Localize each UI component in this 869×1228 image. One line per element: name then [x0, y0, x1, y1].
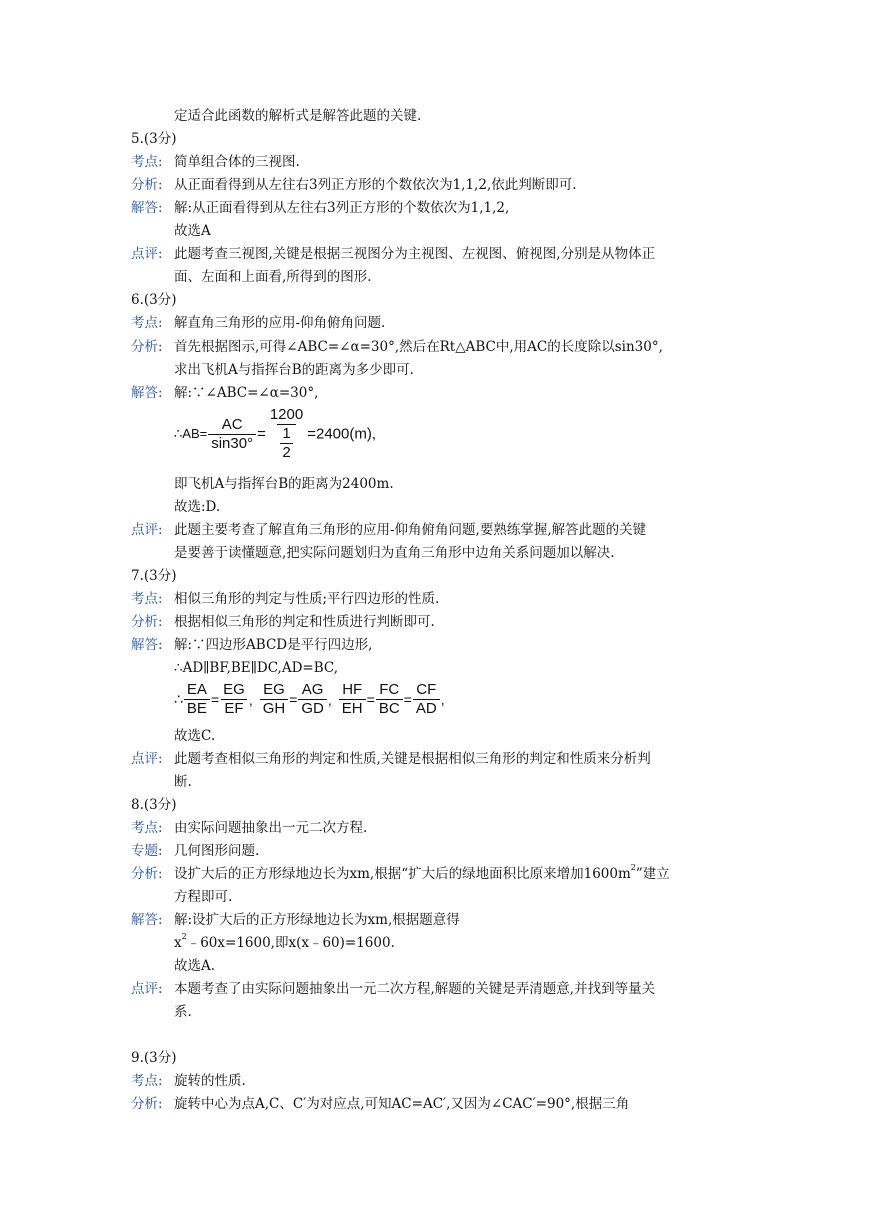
- q7-fraction: [376, 681, 403, 718]
- q8-jieda-text: 解:设扩大后的正方形绿地边长为xm,根据题意得: [174, 912, 460, 928]
- q8-eq-rest: ﹣60x=1600,即x(x﹣60)=1600.: [186, 935, 395, 951]
- q7-f2-num: EG: [223, 681, 245, 698]
- q7-fraction: [220, 681, 248, 718]
- q6-kaodian-text: 解直角三角形的应用-仰角俯角问题.: [174, 315, 386, 331]
- q7-dianping-text-2: 断.: [174, 774, 192, 790]
- q8-kaodian-label: 考点:: [131, 820, 163, 836]
- q7-f3-num: EG: [263, 681, 285, 698]
- q7-f5-num: HF: [342, 681, 363, 698]
- q6-equation: [174, 406, 376, 462]
- q7-jieda-text: 解:∵四边形ABCD是平行四边形,: [174, 637, 373, 653]
- q6-dianping-label: 点评:: [131, 522, 163, 538]
- q8-fenxi-superscript: 2: [630, 863, 636, 872]
- q6-fraction-2: [267, 406, 306, 462]
- q5-kaodian-text: 简单组合体的三视图.: [174, 154, 300, 170]
- q7-jieda-answer: 故选C.: [174, 728, 216, 744]
- q7-fenxi-text: 根据相似三角形的判定和性质进行判断即可.: [174, 614, 435, 630]
- q6-f1-denominator: sin30°: [208, 434, 256, 453]
- question-8-number: 8.(3分): [131, 797, 177, 813]
- question-9-number: 9.(3分): [131, 1050, 177, 1066]
- q5-fenxi-text: 从正面看得到从左往右3列正方形的个数依次为1,1,2,依此判断即可.: [174, 177, 577, 193]
- q8-zhuanti-label: 专题:: [131, 843, 163, 859]
- q7-jieda-label: 解答:: [131, 637, 163, 653]
- q6-fenxi-text-2: 求出飞机A与指挥台B的距离为多少即可.: [174, 362, 414, 378]
- q9-fenxi-text: 旋转中心为点A,C、C′为对应点,可知AC=AC′,又因为∠CAC′=90°,根据三角: [174, 1096, 630, 1112]
- q9-kaodian-label: 考点:: [131, 1073, 163, 1089]
- q6-kaodian-label: 考点:: [131, 315, 163, 331]
- q8-dianping-text-2: 系.: [174, 1004, 192, 1020]
- q8-kaodian-text: 由实际问题抽象出一元二次方程.: [174, 820, 368, 836]
- question-7-number: 7.(3分): [131, 568, 177, 584]
- q6-dianping-text: 此题主要考查了解直角三角形的应用-仰角俯角问题,要熟练掌握,解答此题的关键: [174, 522, 647, 538]
- q8-jieda-label: 解答:: [131, 912, 163, 928]
- q9-fenxi-label: 分析:: [131, 1096, 163, 1112]
- q6-fraction-1: [208, 416, 256, 453]
- q8-dianping-text: 本题考查了由实际问题抽象出一元二次方程,解题的关键是弄清题意,并找到等量关: [174, 981, 656, 997]
- q7-eq-4: =: [403, 691, 412, 708]
- q6-f2-denominator: [277, 424, 295, 462]
- q8-jieda-answer: 故选A.: [174, 958, 216, 974]
- q5-dianping-label: 点评:: [131, 246, 163, 262]
- q5-jieda-answer: 故选A: [174, 223, 211, 239]
- q6-jieda-answer: 故选:D.: [174, 499, 221, 515]
- q7-comma-2: ,: [327, 691, 332, 708]
- q7-fraction: [184, 681, 210, 718]
- q8-jieda-equation: [174, 933, 395, 953]
- q7-f5-den: EH: [339, 699, 366, 718]
- q8-eq-x: x: [174, 935, 182, 951]
- q6-fenxi-label: 分析:: [131, 339, 163, 355]
- q7-comma-3: ,: [440, 691, 445, 708]
- q6-jieda-text-3: 即飞机A与指挥台B的距离为2400m.: [174, 476, 394, 492]
- q6-eq-prefix: ∴AB=: [174, 426, 208, 441]
- q8-fenxi-part-b: ”建立: [635, 866, 670, 882]
- q8-eq-superscript: 2: [181, 932, 187, 941]
- q9-kaodian-text: 旋转的性质.: [174, 1073, 246, 1089]
- q5-dianping-text: 此题考查三视图,关键是根据三视图分为主视图、左视图、俯视图,分别是从物体正: [174, 246, 656, 262]
- q5-dianping-text-2: 面、左面和上面看,所得到的图形.: [174, 269, 372, 285]
- q7-comma-1: ,: [248, 691, 253, 708]
- q8-zhuanti-text: 几何图形问题.: [174, 843, 260, 859]
- q7-f6-num: FC: [379, 681, 400, 698]
- q6-f2-numerator: 1200: [269, 406, 304, 423]
- q7-f1-num: EA: [186, 681, 207, 698]
- continuation-line: 定适合此函数的解析式是解答此题的关键.: [174, 108, 422, 124]
- q7-fraction: [339, 681, 366, 718]
- q8-fenxi-text: [174, 864, 670, 884]
- question-6-number: 6.(3分): [131, 292, 177, 308]
- q7-fraction: [413, 681, 440, 718]
- q8-dianping-label: 点评:: [131, 981, 163, 997]
- q6-eq-result: =2400(m),: [307, 425, 377, 443]
- q7-eq-3: =: [366, 691, 375, 708]
- q6-f1-numerator: AC: [221, 415, 243, 433]
- q7-therefore: ∴: [174, 691, 183, 707]
- q7-fraction: [260, 681, 289, 718]
- q6-f2-inner-num: 1: [282, 425, 291, 442]
- q6-jieda-text: 解:∵∠ABC=∠α=30°,: [174, 385, 319, 401]
- q8-fenxi-label: 分析:: [131, 866, 163, 882]
- q5-fenxi-label: 分析:: [131, 177, 163, 193]
- q5-kaodian-label: 考点:: [131, 154, 163, 170]
- q7-f4-num: AG: [301, 681, 324, 698]
- question-5-number: 5.(3分): [131, 131, 177, 147]
- q7-jieda-text-2: ∴AD∥BF,BE∥DC,AD=BC,: [174, 660, 339, 676]
- q5-jieda-text: 解:从正面看得到从左往右3列正方形的个数依次为1,1,2,: [174, 200, 510, 216]
- q7-f1-den: BE: [184, 699, 210, 718]
- q7-f4-den: GD: [298, 699, 327, 718]
- q6-jieda-label: 解答:: [131, 385, 163, 401]
- q7-f2-den: EF: [221, 699, 246, 718]
- q7-kaodian-text: 相似三角形的判定与性质;平行四边形的性质.: [174, 591, 440, 607]
- q7-kaodian-label: 考点:: [131, 591, 163, 607]
- q7-fraction: [298, 681, 327, 718]
- q6-f2-inner-den: 2: [282, 444, 291, 461]
- q7-eq-2: =: [289, 691, 298, 708]
- q7-f7-num: CF: [416, 681, 437, 698]
- q6-dianping-text-2: 是要善于读懂题意,把实际问题划归为直角三角形中边角关系问题加以解决.: [174, 545, 615, 561]
- q7-f7-den: AD: [413, 699, 440, 718]
- q7-f3-den: GH: [260, 699, 289, 718]
- q7-ratio-equation: [174, 681, 445, 718]
- q7-dianping-label: 点评:: [131, 751, 163, 767]
- q7-dianping-text: 此题考查相似三角形的判定和性质,关键是根据相似三角形的判定和性质来分析判: [174, 751, 651, 767]
- q7-fenxi-label: 分析:: [131, 614, 163, 630]
- q6-fenxi-text: 首先根据图示,可得∠ABC=∠α=30°,然后在Rt△ABC中,用AC的长度除以sin30°,: [174, 339, 663, 355]
- q7-f6-den: BC: [376, 699, 403, 718]
- q8-fenxi-text-2: 方程即可.: [174, 889, 233, 905]
- q5-jieda-label: 解答:: [131, 200, 163, 216]
- q7-eq-1: =: [210, 691, 220, 708]
- q8-fenxi-part-a: 设扩大后的正方形绿地边长为xm,根据“扩大后的绿地面积比原来增加1600m: [174, 866, 631, 882]
- q6-eq-sign: =: [257, 425, 266, 443]
